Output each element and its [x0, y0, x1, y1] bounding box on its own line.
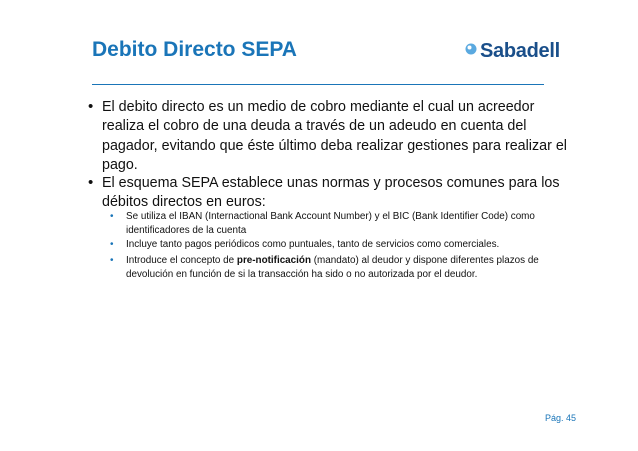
brand-mark-icon — [464, 42, 478, 56]
sub-bullet-text: Incluye tanto pagos periódicos como puntuales, tanto de servicios como comerciales. — [126, 239, 500, 250]
brand-name: Sabadell — [480, 39, 560, 62]
sub-bullet-marker: • — [110, 255, 114, 266]
page-title: Debito Directo SEPA — [92, 38, 297, 61]
bullet-marker: • — [88, 174, 94, 191]
sub-bullet-text — [126, 254, 576, 281]
pre-notificacion-term: pre-notificación — [236, 255, 311, 266]
bullet-text: El debito directo es un medio de cobro mediante el cual un acreedor realiza el cobro de una deuda a través de un adeudo en cuenta del pagador, evitando que éste último deba realizar gestiones para realizar el pago. — [102, 99, 567, 173]
sabadell-logo — [464, 39, 560, 63]
sub-bullet-marker: • — [110, 239, 114, 250]
sub-bullet-text: Se utiliza el IBAN (Internactional Bank Account Number) y el BIC (Bank Identifier Code) como identificadores de la cuenta — [126, 211, 535, 236]
page-number: Pág. 45 — [545, 413, 577, 423]
sub-bullet-text-after: (mandato) al deudor y dispone diferentes plazos de devolución en función de si la transacción ha sido o no autorizada por el deudor. — [126, 255, 539, 280]
sub-bullet-marker: • — [110, 211, 114, 222]
sub-bullet-text-before: Introduce el concepto de — [126, 255, 237, 266]
bullet-marker: • — [88, 98, 94, 115]
bullet-text: El esquema SEPA establece unas normas y procesos comunes para los débitos directos en euros: — [102, 175, 560, 211]
title-divider — [92, 84, 544, 85]
